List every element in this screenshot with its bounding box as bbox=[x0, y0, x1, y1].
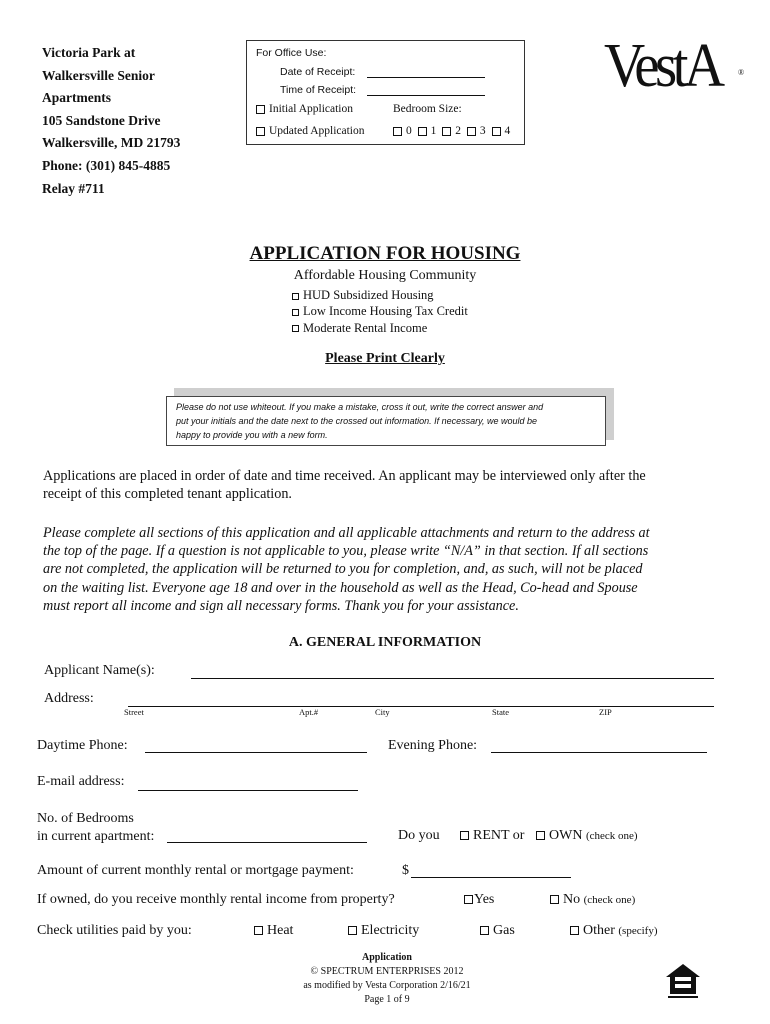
rent-checkbox[interactable] bbox=[460, 831, 469, 840]
address-field[interactable] bbox=[128, 706, 714, 707]
rent-label: RENT or bbox=[473, 828, 525, 843]
instructions-line: on the waiting list. Everyone age 18 and over in the household as well as the Head, Co-head and Spouse bbox=[43, 579, 638, 596]
vesta-logo-text: VestA bbox=[604, 32, 721, 100]
evening-phone-label: Evening Phone: bbox=[388, 738, 478, 753]
program-lihtc[interactable] bbox=[292, 303, 468, 319]
section-a-title: A. GENERAL INFORMATION bbox=[288, 635, 482, 650]
program-hud-label: HUD Subsidized Housing bbox=[303, 288, 434, 302]
intro-line2: receipt of this completed tenant application. bbox=[43, 486, 292, 502]
bedroom-3-checkbox[interactable] bbox=[467, 127, 476, 136]
rental-income-no-checkbox[interactable] bbox=[550, 895, 559, 904]
property-address bbox=[42, 42, 180, 200]
rent-option[interactable] bbox=[460, 828, 524, 844]
office-use-title: For Office Use: bbox=[256, 47, 327, 59]
bedroom-2-label: 2 bbox=[455, 125, 461, 137]
please-print-clearly: Please Print Clearly bbox=[325, 351, 445, 366]
initial-application-option[interactable] bbox=[256, 103, 353, 115]
property-city: Walkersville, MD 21793 bbox=[42, 135, 181, 151]
bedroom-3-label: 3 bbox=[479, 125, 486, 137]
utility-heat[interactable] bbox=[254, 923, 293, 939]
program-lihtc-checkbox[interactable] bbox=[292, 309, 299, 316]
own-label: OWN bbox=[549, 828, 583, 843]
address-zip-label: ZIP bbox=[599, 707, 612, 717]
address-label: Address: bbox=[44, 691, 94, 706]
own-option[interactable] bbox=[536, 828, 638, 844]
rental-income-no[interactable] bbox=[550, 892, 635, 908]
instructions-paragraph bbox=[43, 524, 650, 615]
utility-other[interactable] bbox=[570, 923, 657, 939]
date-receipt-line[interactable] bbox=[367, 77, 485, 78]
time-receipt-label: Time of Receipt: bbox=[280, 84, 357, 96]
bedroom-4-checkbox[interactable] bbox=[492, 127, 501, 136]
utility-gas-checkbox[interactable] bbox=[480, 926, 489, 935]
utility-electricity-label: Electricity bbox=[361, 923, 420, 938]
page-footer bbox=[237, 951, 537, 1007]
office-use-box bbox=[246, 40, 525, 145]
footer-page-number: Page 1 of 9 bbox=[364, 994, 410, 1005]
footer-modified: as modified by Vesta Corporation 2/16/21 bbox=[303, 980, 471, 991]
intro-line1: Applications are placed in order of date and time received. An applicant may be interviewed only after the bbox=[43, 468, 646, 484]
utility-electricity[interactable] bbox=[348, 923, 419, 939]
program-moderate-checkbox[interactable] bbox=[292, 325, 299, 332]
notice-line3: happy to provide you with a new form. bbox=[176, 430, 328, 440]
program-lihtc-label: Low Income Housing Tax Credit bbox=[303, 304, 468, 319]
evening-phone-field[interactable] bbox=[491, 752, 707, 753]
page-title: APPLICATION FOR HOUSING bbox=[249, 243, 521, 264]
property-relay: Relay #711 bbox=[42, 180, 105, 196]
utility-other-specify: (specify) bbox=[618, 925, 658, 937]
notice-box bbox=[166, 396, 606, 446]
registered-mark: ® bbox=[738, 68, 745, 77]
utility-other-label: Other bbox=[583, 923, 615, 938]
updated-application-label: Updated Application bbox=[269, 125, 365, 137]
monthly-payment-label: Amount of current monthly rental or mortgage payment: bbox=[37, 863, 354, 878]
address-city-label: City bbox=[375, 707, 390, 717]
utility-other-checkbox[interactable] bbox=[570, 926, 579, 935]
address-state-label: State bbox=[492, 707, 509, 717]
bedrooms-label-line2: in current apartment: bbox=[37, 829, 155, 844]
instructions-line: Please complete all sections of this application and all applicable attachments and return to the address at bbox=[43, 525, 650, 541]
property-name-line2: Walkersville Senior bbox=[42, 67, 155, 83]
rental-income-check-one: (check one) bbox=[583, 894, 636, 906]
rental-income-no-label: No bbox=[563, 892, 581, 907]
utility-heat-checkbox[interactable] bbox=[254, 926, 263, 935]
monthly-payment-field[interactable] bbox=[411, 877, 571, 878]
notice-line2: put your initials and the date next to the crossed out information. If necessary, we would be bbox=[176, 416, 538, 426]
instructions-line: must report all income and sign all necessary forms. Thank you for your assistance. bbox=[43, 597, 519, 614]
rental-income-yes[interactable] bbox=[464, 892, 494, 908]
updated-application-checkbox[interactable] bbox=[256, 127, 265, 136]
footer-application: Application bbox=[361, 952, 412, 963]
property-name-line3: Apartments bbox=[42, 90, 111, 106]
bedroom-0-label: 0 bbox=[406, 125, 412, 137]
page-subtitle: Affordable Housing Community bbox=[293, 268, 477, 283]
rent-own-check-one: (check one) bbox=[585, 830, 638, 842]
bedroom-0-checkbox[interactable] bbox=[393, 127, 402, 136]
bedroom-1-label: 1 bbox=[430, 125, 437, 137]
utility-heat-label: Heat bbox=[267, 923, 294, 938]
initial-application-label: Initial Application bbox=[269, 103, 353, 115]
bedroom-4-label: 4 bbox=[504, 125, 511, 137]
utilities-question-text: Check utilities paid by you: bbox=[37, 923, 192, 938]
bedroom-1-checkbox[interactable] bbox=[418, 127, 427, 136]
daytime-phone-field[interactable] bbox=[145, 752, 367, 753]
time-receipt-line[interactable] bbox=[367, 95, 485, 96]
dollar-sign: $ bbox=[402, 863, 409, 878]
intro-paragraph bbox=[43, 467, 646, 503]
notice-line1: Please do not use whiteout. If you make a mistake, cross it out, write the correct answer and bbox=[176, 402, 544, 412]
footer-copyright: © SPECTRUM ENTERPRISES 2012 bbox=[310, 966, 464, 977]
property-street: 105 Sandstone Drive bbox=[42, 112, 161, 128]
applicant-name-field[interactable] bbox=[191, 678, 714, 679]
bedroom-size-label: Bedroom Size: bbox=[393, 103, 462, 115]
instructions-line: are not completed, the application will be returned to you for completion, and, as such, will not be placed bbox=[43, 561, 643, 578]
own-checkbox[interactable] bbox=[536, 831, 545, 840]
email-label: E-mail address: bbox=[37, 774, 125, 789]
date-receipt-label: Date of Receipt: bbox=[280, 66, 356, 78]
property-phone: Phone: (301) 845-4885 bbox=[42, 157, 171, 173]
bedroom-size-options bbox=[393, 125, 510, 137]
vesta-logo bbox=[604, 30, 750, 102]
equal-housing-icon bbox=[664, 962, 702, 1000]
program-moderate-label: Moderate Rental Income bbox=[303, 320, 428, 335]
rental-income-question: If owned, do you receive monthly rental income from property? bbox=[37, 892, 395, 907]
instructions-line: the top of the page. If a question is not applicable to you, please write “N/A” in that section. If all sections bbox=[43, 543, 649, 560]
email-field[interactable] bbox=[138, 790, 358, 791]
program-hud-checkbox[interactable] bbox=[292, 293, 299, 300]
program-moderate[interactable] bbox=[292, 320, 468, 336]
rental-income-yes-label: Yes bbox=[474, 892, 495, 907]
updated-application-option[interactable] bbox=[256, 125, 365, 137]
utility-gas[interactable] bbox=[480, 923, 515, 939]
initial-application-checkbox[interactable] bbox=[256, 105, 265, 114]
bedrooms-label-line1: No. of Bedrooms bbox=[37, 811, 134, 826]
property-name-line1: Victoria Park at bbox=[42, 45, 136, 60]
bedrooms-field[interactable] bbox=[167, 842, 367, 843]
applicant-name-label: Applicant Name(s): bbox=[44, 663, 155, 678]
bedrooms-label bbox=[37, 810, 154, 846]
program-list bbox=[292, 287, 468, 336]
daytime-phone-label: Daytime Phone: bbox=[37, 738, 128, 753]
program-hud[interactable] bbox=[292, 287, 468, 303]
utility-electricity-checkbox[interactable] bbox=[348, 926, 357, 935]
do-you-label: Do you bbox=[398, 828, 440, 843]
utilities-question bbox=[37, 923, 192, 939]
utility-gas-label: Gas bbox=[493, 923, 515, 938]
rental-income-yes-checkbox[interactable] bbox=[464, 895, 473, 904]
address-apt-label: Apt.# bbox=[299, 707, 319, 717]
address-street-label: Street bbox=[124, 707, 144, 717]
bedroom-2-checkbox[interactable] bbox=[442, 127, 451, 136]
